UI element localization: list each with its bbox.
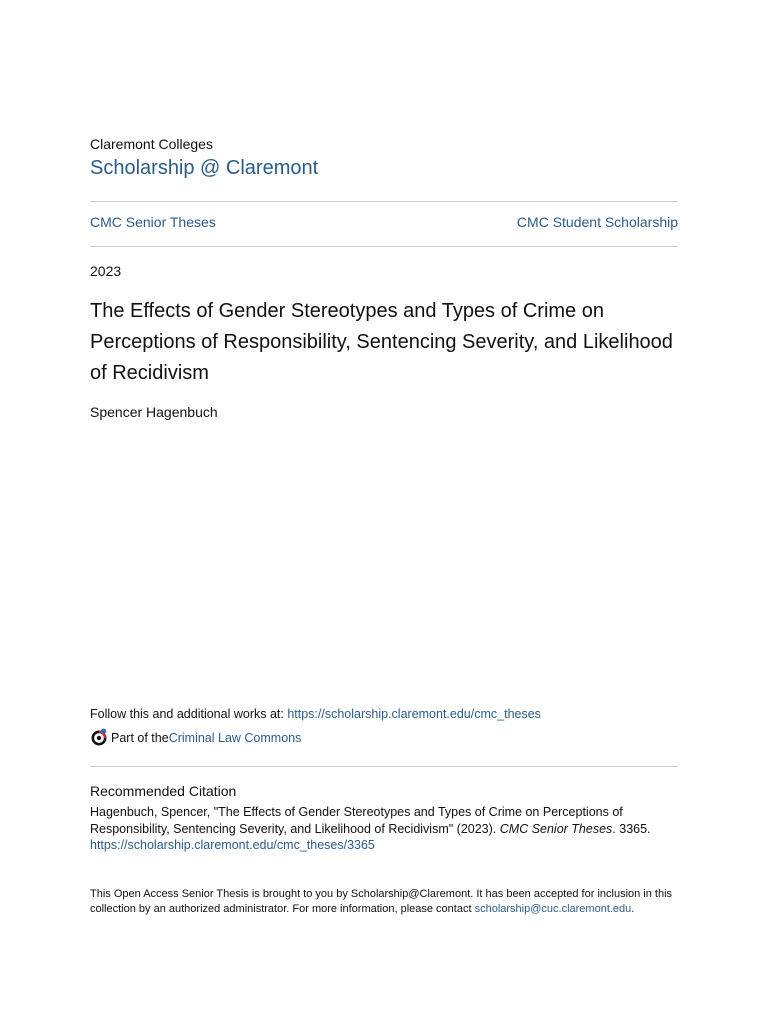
access-notice bbox=[90, 887, 678, 916]
follow-url-link[interactable]: https://scholarship.claremont.edu/cmc_theses bbox=[287, 707, 541, 721]
access-notice-end: . bbox=[631, 902, 635, 915]
contact-email-link[interactable]: scholarship@cuc.claremont.edu bbox=[474, 902, 632, 915]
institution-name: Claremont Colleges bbox=[90, 136, 213, 152]
collection-link-cmc-student-scholarship[interactable]: CMC Student Scholarship bbox=[516, 214, 678, 230]
part-of-line bbox=[90, 728, 301, 747]
author-name: Spencer Hagenbuch bbox=[90, 404, 218, 420]
divider bbox=[90, 201, 678, 202]
citation-text bbox=[90, 804, 678, 854]
part-of-prefix: Part of the bbox=[111, 730, 169, 745]
criminal-law-commons-link[interactable]: Criminal Law Commons bbox=[168, 730, 302, 745]
collection-link-cmc-senior-theses[interactable]: CMC Senior Theses bbox=[90, 214, 216, 230]
document-title: The Effects of Gender Stereotypes and Types of Crime on Perceptions of Responsibility, Sentencing Severity, and Likelihood of Recidivism bbox=[90, 300, 673, 384]
citation-series: CMC Senior Theses bbox=[499, 821, 613, 836]
network-commons-icon bbox=[90, 728, 108, 747]
divider bbox=[90, 246, 678, 247]
follow-line bbox=[90, 707, 541, 721]
citation-heading: Recommended Citation bbox=[90, 783, 237, 799]
follow-prefix: Follow this and additional works at: bbox=[90, 707, 288, 721]
repository-link[interactable]: Scholarship @ Claremont bbox=[90, 157, 319, 179]
access-notice-text: This Open Access Senior Thesis is brought to you by Scholarship@Claremont. It has been accepted for inclusion in this collection by an authorized administrator. For more information, please contact bbox=[90, 888, 673, 915]
publication-year: 2023 bbox=[90, 263, 122, 279]
citation-body: Hagenbuch, Spencer, "The Effects of Gender Stereotypes and Types of Crime on Perceptions of Responsibility, Sentencing Severity, and Likelihood of Recidivism" (2023). bbox=[90, 805, 623, 836]
divider bbox=[90, 766, 678, 767]
citation-url-link[interactable]: https://scholarship.claremont.edu/cmc_theses/3365 bbox=[90, 838, 375, 852]
citation-number: . 3365. bbox=[612, 821, 651, 836]
